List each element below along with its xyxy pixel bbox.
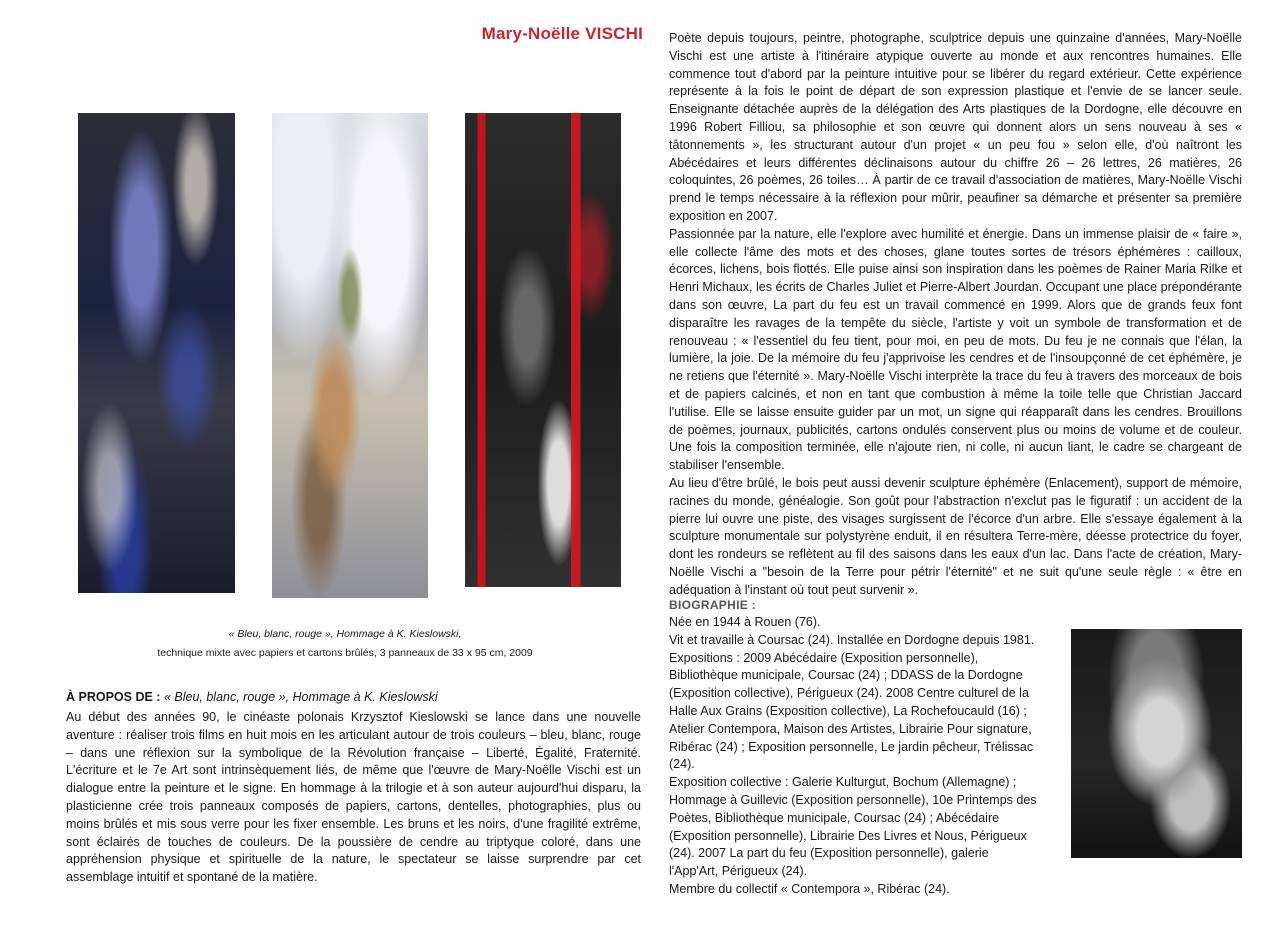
artwork-caption-title: « Bleu, blanc, rouge », Hommage à K. Kieslowski, xyxy=(228,628,462,640)
bio-line: Née en 1944 à Rouen (76). xyxy=(669,615,821,629)
presentation-text xyxy=(669,30,1242,600)
artwork-panel-blue xyxy=(78,113,235,593)
presentation-paragraph: Poète depuis toujours, peintre, photographe, sculptrice depuis une quinzaine d'années, Mary-Noëlle Vischi est une artiste à l'itinéraire atypique ouverte au monde et aux rencontres humaines. Elle commence tout d'abord par la peinture intuitive pour se libérer du regard extérieur. Cette expérience représente à la fois le point de départ de son expression plastique et l'envie de se lancer seule. Enseignante détachée auprès de la délégation des Arts plastiques de la Dordogne, elle découvre en 1996 Robert Filliou, sa philosophie et son œuvre qui donnent alors un sens nouveau à ses « tâtonnements », les structurant autour d'un projet « un peu fou » selon elle, d'où naîtront les Abécédaires et leurs différentes déclinaisons autour du chiffre 26 – 26 lettres, 26 matières, 26 coloquintes, 26 poèmes, 26 toiles… À partir de ce travail d'association de matières, Mary-Noëlle Vischi prend le temps nécessaire à la réflexion pour mûrir, peaufiner sa démarche et présenter sa première exposition en 2007. xyxy=(669,31,1242,223)
biographie-body xyxy=(669,614,1041,899)
apropos-heading xyxy=(66,690,641,704)
presentation-paragraph: Au lieu d'être brûlé, le bois peut aussi devenir sculpture éphémère (Enlacement), support de mémoire, racines du monde, généalogie. Son goût pour l'abstraction n'exclut pas le figuratif : un accident de la pierre lui ouvre une piste, des visages surgissent de l'écorce d'un arbre. Elle s'essaye également à la sculpture monumentale sur polystyrène enduit, il en résultera Terre-mère, déesse protectrice du foyer, dont les rondeurs se reflètent au fil des saisons dans les eaux d'un lac. Dans l'acte de création, Mary-Noëlle Vischi a "besoin de la Terre pour pétrir l'éternité" et ne suit qu'une seule règle : « être en adéquation à l'instant où tout peut survenir ». xyxy=(669,475,1242,597)
artwork-caption-details: technique mixte avec papiers et cartons brûlés, 3 panneaux de 33 x 95 cm, 2009 xyxy=(157,647,533,659)
bio-line: Exposition collective : Galerie Kulturgut, Bochum (Allemagne) ; Hommage à Guillevic (Exposition personnelle), 10e Printemps des Poètes, Bibliothèque municipale, Coursac (24) ; Abécédaire (Exposition personnelle), Librairie Des Livres et Nous, Périgueux (24). 2007 La part du feu (Exposition personnelle), galerie l'App'Art, Périgueux (24). xyxy=(669,775,1037,879)
biographie-heading: BIOGRAPHIE : xyxy=(669,598,756,612)
artwork-panel-white xyxy=(272,113,428,598)
artist-name: Mary-Noëlle VISCHI xyxy=(481,24,643,43)
bio-line: Vit et travaille à Coursac (24). Installée en Dordogne depuis 1981. xyxy=(669,632,1035,647)
presentation-paragraph: Passionnée par la nature, elle l'explore avec humilité et énergie. Dans un immense plaisir de « faire », elle collecte l'âme des mots et des choses, glane toutes sortes de trésors éphémères : cailloux, écorces, lichens, bois flottés. Elle puise ainsi son inspiration dans les poèmes de Rainer Maria Rilke et Henri Michaux, les écrits de Charles Juliet et Pierre-Albert Jourdan. Occupant une place prépondérante dans son œuvre, La part du feu est un travail commencé en 1999. Alors que de grands feux font disparaître les ravages de la tempête du siècle, l'artiste y voit un symbole de transformation et de renouveau : « l'essentiel du feu tient, pour moi, en peu de mots. Du feu je ne connais que l'élan, la lumière, la joie. De la mémoire du feu j'apprivoise les cendres et de l'insoupçonné de cet éphémère, je ne retiens que l'éternité ». Mary-Noëlle Vischi interprète la trace du feu à travers des morceaux de bois et de papiers calcinés, et non en tant que combustion à même la toile telle que Christian Jaccard l'utilise. Elle se laisse ensuite guider par un mot, un signe qui réapparaît dans les cendres. Brouillons de poèmes, journaux, publicités, cartons ondulés conservent plus ou moins de volume et de couleur. Une fois la composition terminée, elle n'ajoute rien, ni colle, ni aucun liant, le cadre se chargeant de stabiliser l'ensemble. xyxy=(669,226,1242,473)
bio-line: Expositions : 2009 Abécédaire (Exposition personnelle), Bibliothèque municipale, Coursac (24) ; DDASS de la Dordogne (Exposition collective), Périgueux (24). 2008 Centre culturel de la Halle Aux Grains (Exposition collective), La Rochefoucauld (16) ; Atelier Contempora, Maison des Artistes, Librairie Pour signature, Ribérac (24) ; Exposition personnelle, Le jardin pêcheur, Trélissac (24). xyxy=(669,650,1034,772)
bio-line: Membre du collectif « Contempora », Ribérac (24). xyxy=(669,881,950,896)
artwork-panel-red xyxy=(465,113,621,587)
apropos-subject: « Bleu, blanc, rouge », Hommage à K. Kieslowski xyxy=(163,690,438,704)
apropos-body: Au début des années 90, le cinéaste polonais Krzysztof Kieslowski se lance dans une nouvelle aventure : réaliser trois films en huit mois en les articulant autour de trois couleurs – bleu, blanc, rouge – dans une réflexion sur la symbolique de la Révolution française – Liberté, Égalité, Fraternité. L'écriture et le 7e Art sont intrinsèquement liés, de même que l'œuvre de Mary-Noëlle Vischi est un dialogue entre la peinture et le signe. En hommage à la trilogie et à son auteur aujourd'hui disparu, la plasticienne crée trois panneaux composés de papiers, cartons, dentelles, photographies, plus ou moins brûlés et mis sous verre pour les fixer ensemble. Les bruns et les noirs, d'une fragilité extrême, sont éclairés de touches de couleurs. De la poussière de cendre au triptyque coloré, dans une appréhension physique et spirituelle de la nature, le spectateur se laisse surprendre par cet assemblage intuitif et spontané de la matière. xyxy=(66,710,641,885)
artist-portrait-photo xyxy=(1071,629,1242,858)
apropos-label: À PROPOS DE : xyxy=(66,690,161,704)
